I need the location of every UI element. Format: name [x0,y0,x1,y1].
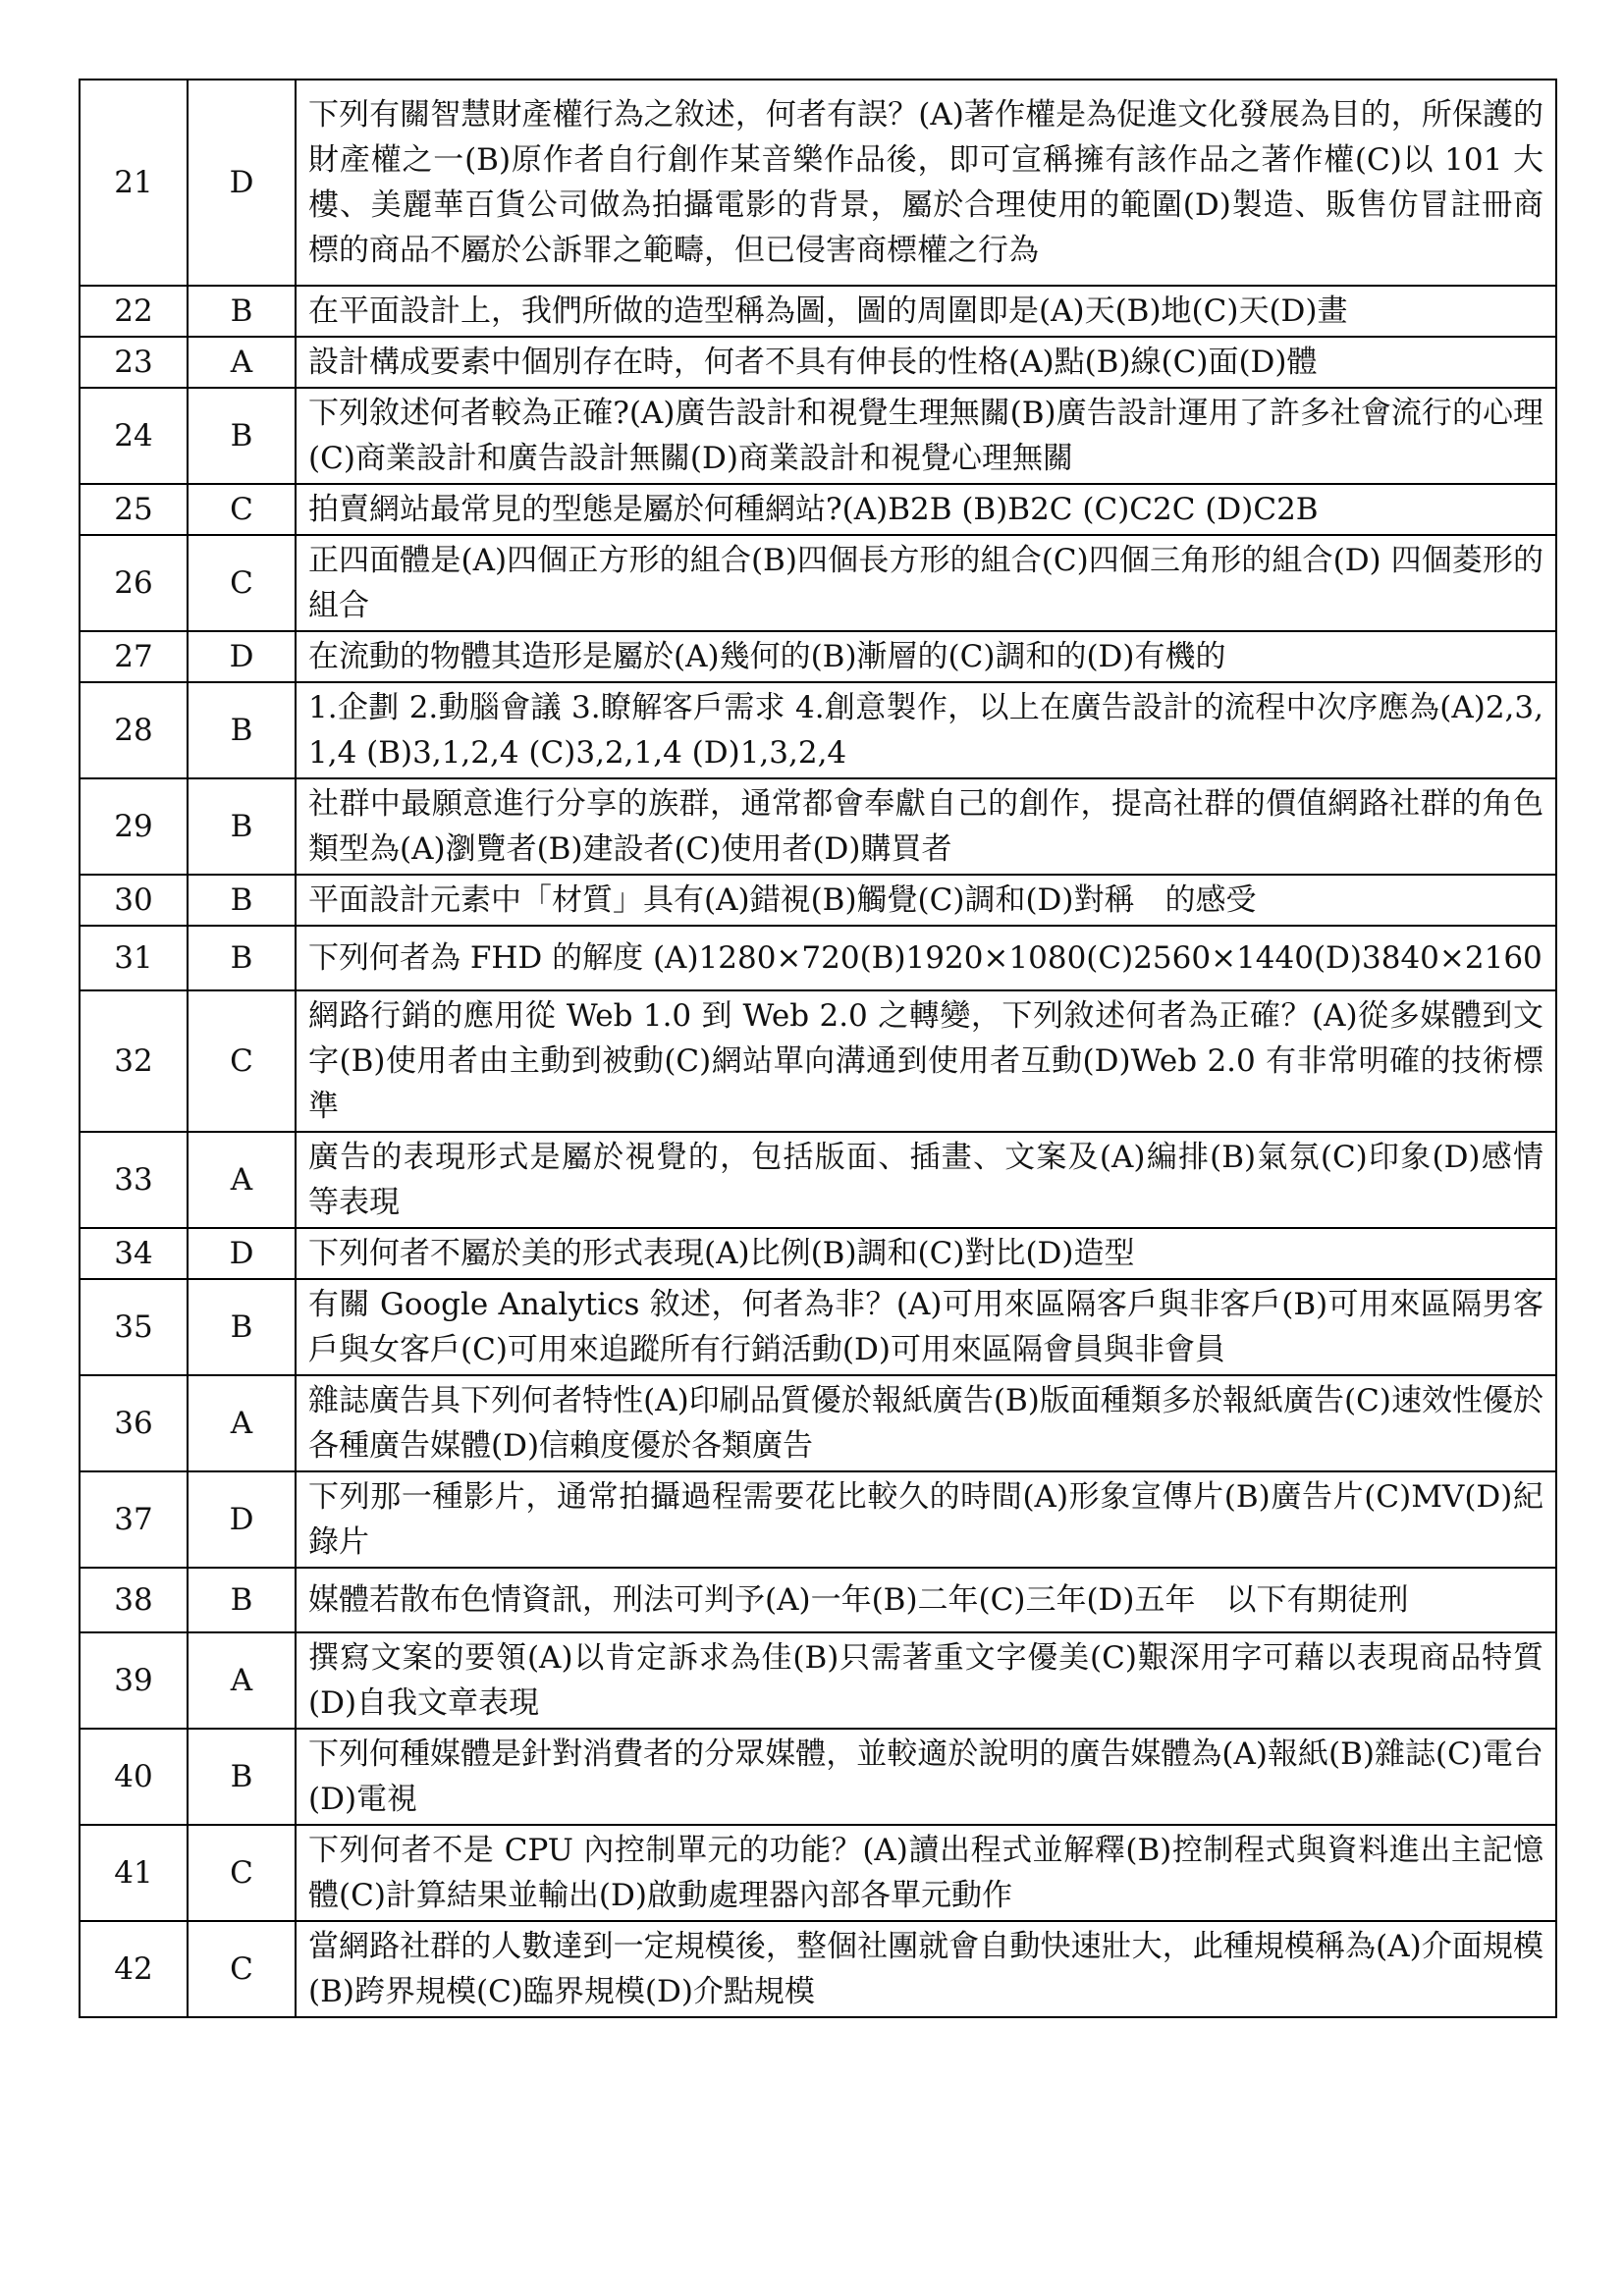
question-number: 30 [80,875,188,926]
answer-letter: C [188,1921,296,2017]
question-number: 34 [80,1228,188,1279]
question-text: 當網路社群的人數達到一定規模後，整個社團就會自動快速壯大，此種規模稱為(A)介面規模(B)跨界規模(C)臨界規模(D)介點規模 [296,1921,1556,2017]
answer-letter: B [188,1568,296,1632]
question-text: 在平面設計上，我們所做的造型稱為圖，圖的周圍即是(A)天(B)地(C)天(D)畫 [296,286,1556,337]
answer-letter: C [188,484,296,535]
answer-letter: B [188,388,296,484]
table-row [80,1132,1556,1228]
question-number: 41 [80,1825,188,1921]
table-row [80,1632,1556,1729]
table-row [80,535,1556,631]
question-number: 31 [80,926,188,990]
question-number: 26 [80,535,188,631]
answer-letter: D [188,631,296,682]
table-row [80,926,1556,990]
answer-letter: C [188,990,296,1132]
question-number: 27 [80,631,188,682]
table-row [80,1825,1556,1921]
table-row [80,1729,1556,1825]
answer-letter: B [188,1279,296,1375]
table-row [80,1375,1556,1471]
question-number: 33 [80,1132,188,1228]
question-text: 媒體若散布色情資訊，刑法可判予(A)一年(B)二年(C)三年(D)五年 以下有期徒刑 [296,1568,1556,1632]
answer-letter: A [188,1632,296,1729]
question-text: 下列有關智慧財產權行為之敘述，何者有誤？(A)著作權是為促進文化發展為目的，所保護的財產權之一(B)原作者自行創作某音樂作品後，即可宣稱擁有該作品之著作權(C)以 101 大樓、美麗華百貨公司做為拍攝電影的背景，屬於合理使用的範圍(D)製造、販售仿冒註冊商標的商品不屬於公訴罪之範疇，但已侵害商標權之行為 [296,80,1556,286]
question-text: 設計構成要素中個別存在時，何者不具有伸長的性格(A)點(B)線(C)面(D)體 [296,337,1556,388]
answer-letter: B [188,682,296,778]
question-text: 平面設計元素中「材質」具有(A)錯視(B)觸覺(C)調和(D)對稱 的感受 [296,875,1556,926]
question-number: 40 [80,1729,188,1825]
table-row [80,337,1556,388]
question-text: 下列那一種影片，通常拍攝過程需要花比較久的時間(A)形象宣傳片(B)廣告片(C)MV(D)紀錄片 [296,1471,1556,1568]
answer-letter: D [188,80,296,286]
table-row [80,286,1556,337]
question-number: 25 [80,484,188,535]
question-number: 23 [80,337,188,388]
question-text: 拍賣網站最常見的型態是屬於何種網站?(A)B2B (B)B2C (C)C2C (D)C2B [296,484,1556,535]
question-number: 37 [80,1471,188,1568]
table-row [80,631,1556,682]
table-row [80,990,1556,1132]
answer-letter: C [188,535,296,631]
answer-letter: B [188,286,296,337]
answer-letter: A [188,337,296,388]
question-text: 廣告的表現形式是屬於視覺的，包括版面、插畫、文案及(A)編排(B)氣氛(C)印象(D)感情 等表現 [296,1132,1556,1228]
question-number: 35 [80,1279,188,1375]
table-row [80,1279,1556,1375]
answer-letter: D [188,1471,296,1568]
question-text: 下列敘述何者較為正確?(A)廣告設計和視覺生理無關(B)廣告設計運用了許多社會流行的心理(C)商業設計和廣告設計無關(D)商業設計和視覺心理無關 [296,388,1556,484]
answer-letter: A [188,1375,296,1471]
question-number: 39 [80,1632,188,1729]
question-text: 網路行銷的應用從 Web 1.0 到 Web 2.0 之轉變，下列敘述何者為正確？(A)從多媒體到文字(B)使用者由主動到被動(C)網站單向溝通到使用者互動(D)Web 2.0 有非常明確的技術標準 [296,990,1556,1132]
question-text: 下列何者不是 CPU 內控制單元的功能？(A)讀出程式並解釋(B)控制程式與資料進出主記憶體(C)計算結果並輸出(D)啟動處理器內部各單元動作 [296,1825,1556,1921]
table-row [80,80,1556,286]
question-number: 28 [80,682,188,778]
table-row [80,1921,1556,2017]
question-number: 29 [80,778,188,875]
question-text: 下列何種媒體是針對消費者的分眾媒體，並較適於說明的廣告媒體為(A)報紙(B)雜誌(C)電台(D)電視 [296,1729,1556,1825]
table-row [80,875,1556,926]
question-text: 1.企劃 2.動腦會議 3.瞭解客戶需求 4.創意製作，以上在廣告設計的流程中次序應為(A)2,3,1,4 (B)3,1,2,4 (C)3,2,1,4 (D)1,3,2,4 [296,682,1556,778]
question-number: 38 [80,1568,188,1632]
table-row [80,484,1556,535]
answer-letter: C [188,1825,296,1921]
table-row [80,778,1556,875]
answer-table [79,79,1574,2018]
answer-letter: B [188,778,296,875]
table-row [80,388,1556,484]
answer-letter: B [188,875,296,926]
question-text: 撰寫文案的要領(A)以肯定訴求為佳(B)只需著重文字優美(C)艱深用字可藉以表現商品特質(D)自我文章表現 [296,1632,1556,1729]
table-row [80,1228,1556,1279]
answer-table-body [80,80,1574,2017]
answer-letter: B [188,1729,296,1825]
table-row [80,1568,1556,1632]
question-number: 32 [80,990,188,1132]
table-row [80,1471,1556,1568]
question-number: 22 [80,286,188,337]
answer-letter: B [188,926,296,990]
question-number: 42 [80,1921,188,2017]
question-number: 24 [80,388,188,484]
question-text: 在流動的物體其造形是屬於(A)幾何的(B)漸層的(C)調和的(D)有機的 [296,631,1556,682]
answer-letter: A [188,1132,296,1228]
question-text: 雜誌廣告具下列何者特性(A)印刷品質優於報紙廣告(B)版面種類多於報紙廣告(C)速效性優於各種廣告媒體(D)信賴度優於各類廣告 [296,1375,1556,1471]
answer-letter: D [188,1228,296,1279]
question-number: 21 [80,80,188,286]
question-text: 下列何者為 FHD 的解度 (A)1280×720(B)1920×1080(C)2560×1440(D)3840×2160 [296,926,1556,990]
question-text: 社群中最願意進行分享的族群，通常都會奉獻自己的創作，提高社群的價值網路社群的角色類型為(A)瀏覽者(B)建設者(C)使用者(D)購買者 [296,778,1556,875]
question-text: 有關 Google Analytics 敘述，何者為非？(A)可用來區隔客戶與非客戶(B)可用來區隔男客戶與女客戶(C)可用來追蹤所有行銷活動(D)可用來區隔會員與非會員 [296,1279,1556,1375]
table-row [80,682,1556,778]
question-text: 下列何者不屬於美的形式表現(A)比例(B)調和(C)對比(D)造型 [296,1228,1556,1279]
question-text: 正四面體是(A)四個正方形的組合(B)四個長方形的組合(C)四個三角形的組合(D) 四個菱形的組合 [296,535,1556,631]
question-number: 36 [80,1375,188,1471]
